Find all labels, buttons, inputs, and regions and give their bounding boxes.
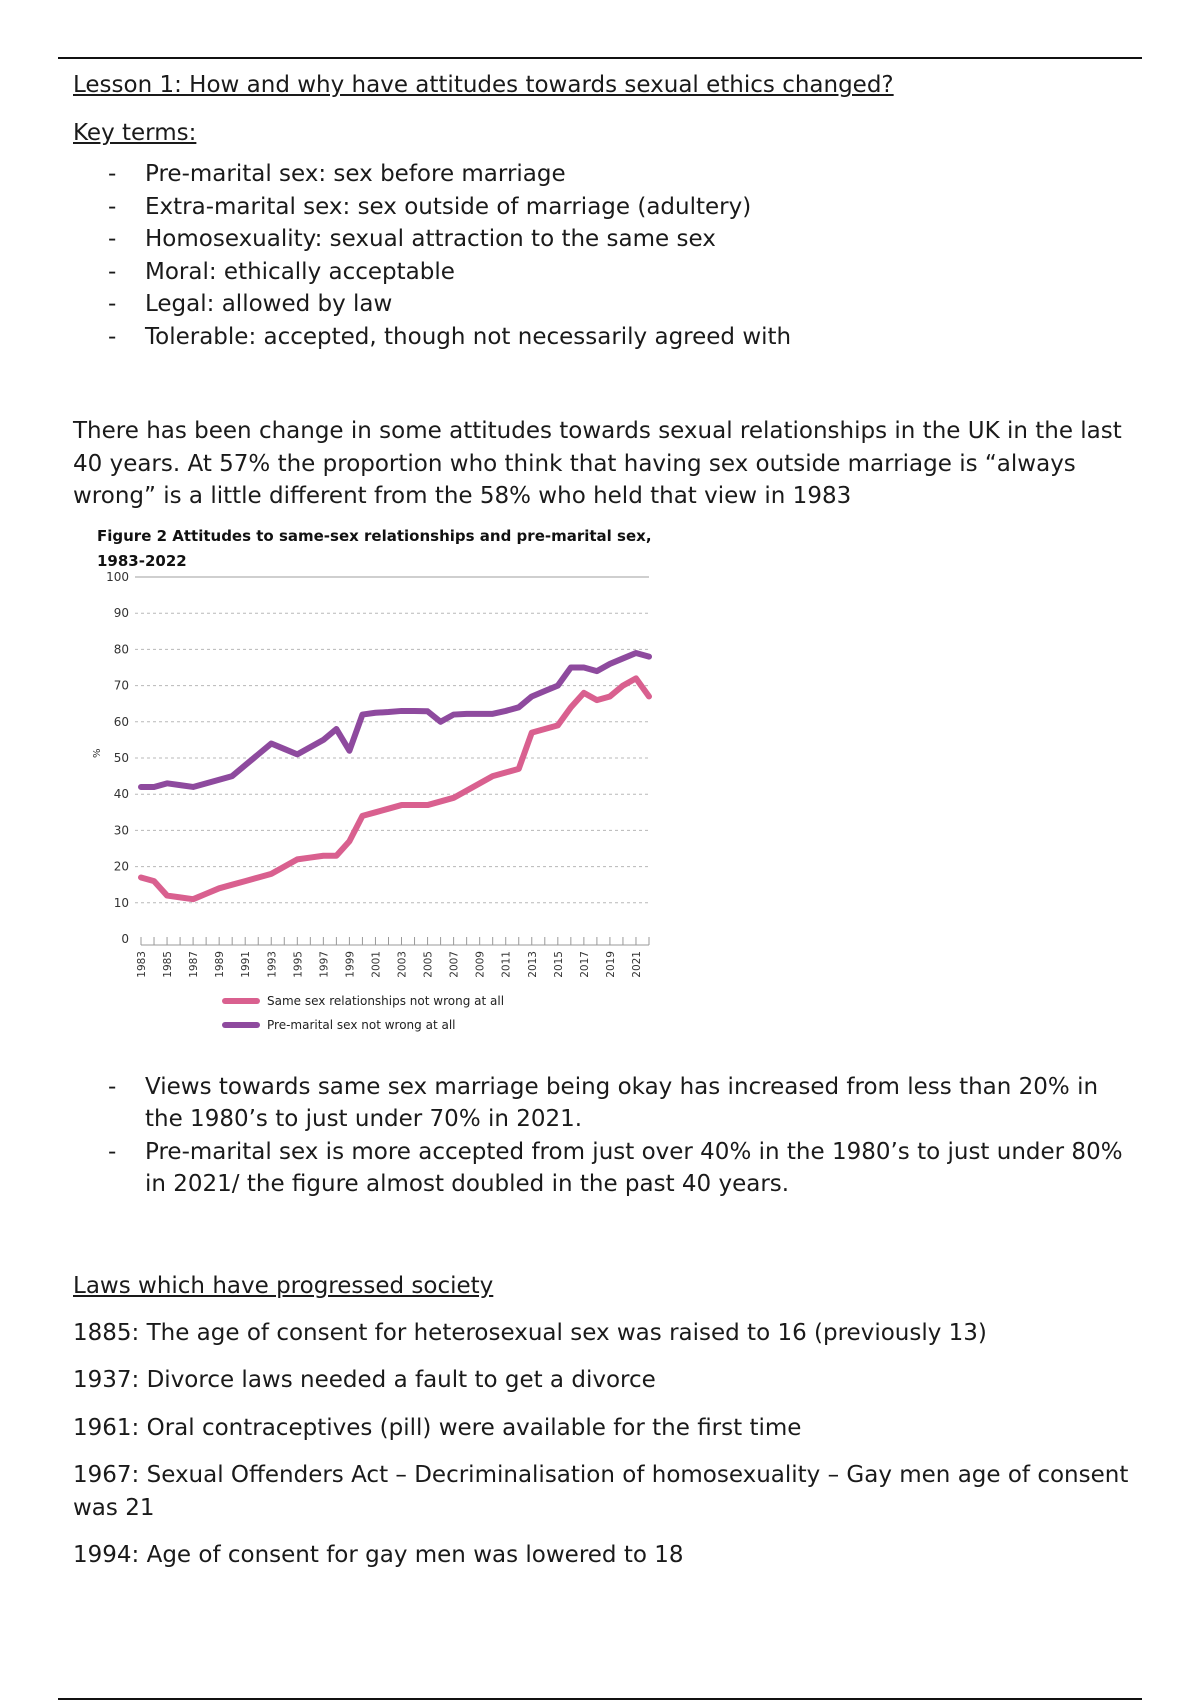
attitudes-chart xyxy=(75,521,675,1061)
list-item: - Views towards same sex marriage being okay has increased from less than 20% in the 1980’s to just under 70% in 2021. xyxy=(108,1073,1099,1132)
lesson-title: Lesson 1: How and why have attitudes towards sexual ethics changed? xyxy=(73,72,894,98)
x-tick-label: 1991 xyxy=(240,950,253,978)
x-tick-label: 1993 xyxy=(266,950,279,978)
y-tick-label: 10 xyxy=(113,895,129,910)
laws-heading: Laws which have progressed society xyxy=(73,1272,494,1299)
chart-title: Figure 2 Attitudes to same-sex relationships and pre-marital sex, xyxy=(97,526,652,545)
legend-label: Pre-marital sex not wrong at all xyxy=(267,1017,456,1032)
y-tick-label: 90 xyxy=(113,605,129,620)
list-item: - Homosexuality: sexual attraction to the same sex xyxy=(108,226,716,252)
key-terms-heading: Key terms: xyxy=(73,120,197,146)
x-tick-label: 1983 xyxy=(136,950,148,978)
x-tick-label: 2017 xyxy=(578,950,591,978)
x-tick-label: 2013 xyxy=(526,950,539,978)
chart-svg xyxy=(75,521,675,1061)
y-axis-label: % xyxy=(92,747,103,758)
law-item: 1961: Oral contraceptives (pill) were available for the first time xyxy=(73,1414,802,1441)
x-tick-label: 2001 xyxy=(370,950,383,978)
x-tick-label: 2005 xyxy=(422,950,435,978)
chart-title: 1983-2022 xyxy=(97,551,187,570)
document-body xyxy=(73,70,1143,1572)
list-item: - Pre-marital sex: sex before marriage xyxy=(108,161,566,187)
x-tick-label: 2019 xyxy=(604,950,617,978)
y-tick-label: 60 xyxy=(113,714,129,729)
y-tick-label: 100 xyxy=(106,569,129,584)
y-tick-label: 30 xyxy=(113,822,129,837)
x-tick-label: 1995 xyxy=(292,950,305,978)
x-tick-label: 1999 xyxy=(344,950,357,978)
y-tick-label: 80 xyxy=(113,641,129,656)
list-item: - Moral: ethically acceptable xyxy=(108,258,455,285)
law-item: 1885: The age of consent for heterosexual sex was raised to 16 (previously 13) xyxy=(73,1319,987,1346)
x-tick-label: 1997 xyxy=(318,950,331,978)
list-item: - Extra-marital sex: sex outside of marriage (adultery) xyxy=(108,193,752,220)
x-tick-label: 2009 xyxy=(474,950,487,978)
x-tick-label: 2011 xyxy=(500,950,513,978)
legend-label: Same sex relationships not wrong at all xyxy=(267,993,505,1008)
y-tick-label: 40 xyxy=(113,786,129,801)
y-tick-label: 0 xyxy=(121,931,129,946)
x-tick-label: 1985 xyxy=(162,950,175,978)
x-tick-label: 1987 xyxy=(188,950,201,978)
list-item: - Tolerable: accepted, though not necessarily agreed with xyxy=(108,323,792,350)
x-tick-label: 2015 xyxy=(552,950,565,978)
law-item: 1967: Sexual Offenders Act – Decriminalisation of homosexuality – Gay men age of consent was 21 xyxy=(73,1462,1129,1521)
x-tick-label: 2003 xyxy=(396,950,409,978)
y-tick-label: 20 xyxy=(113,859,129,874)
y-tick-label: 70 xyxy=(113,678,129,693)
x-tick-label: 1989 xyxy=(214,950,227,978)
key-terms-list xyxy=(73,158,1143,353)
y-tick-label: 50 xyxy=(113,750,129,765)
x-tick-label: 2007 xyxy=(448,950,461,978)
law-item: 1937: Divorce laws needed a fault to get a divorce xyxy=(73,1367,656,1393)
top-rule xyxy=(58,57,1142,59)
intro-paragraph: There has been change in some attitudes towards sexual relationships in the UK in the last 40 years. At 57% the proportion who think that having sex outside marriage is “always wrong” is a little different from the 58% who held that view in 1983 xyxy=(73,418,1122,509)
series-line-pre-marital xyxy=(141,653,649,787)
law-item: 1994: Age of consent for gay men was lowered to 18 xyxy=(73,1542,684,1568)
list-item: - Legal: allowed by law xyxy=(108,291,393,317)
chart-notes-list xyxy=(73,1071,1143,1201)
list-item: - Pre-marital sex is more accepted from just over 40% in the 1980’s to just under 80% in 2021/ the figure almost doubled in the past 40 years. xyxy=(108,1138,1123,1197)
x-tick-label: 2021 xyxy=(630,950,643,978)
